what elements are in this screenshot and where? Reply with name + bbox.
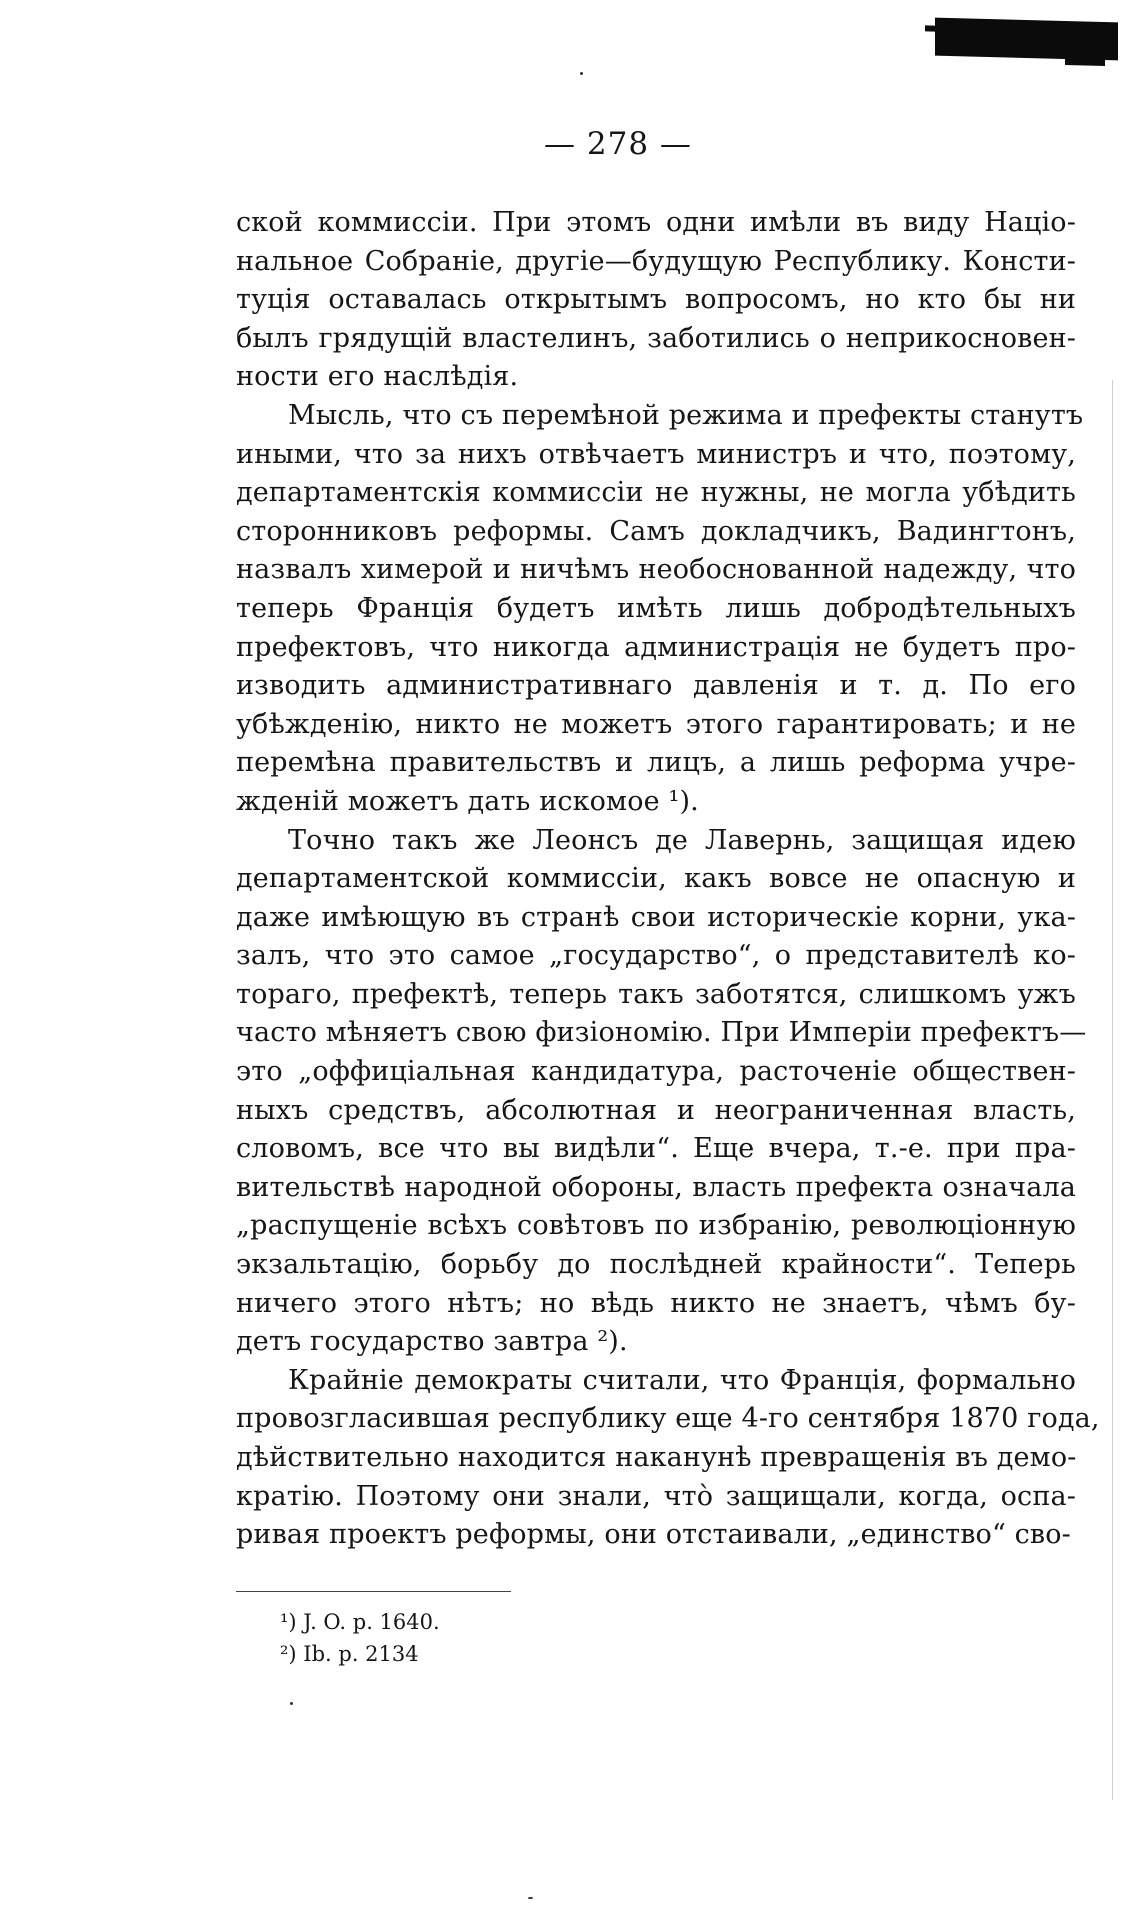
text-line: былъ грядущій властелинъ, заботились о неприкосновен-: [236, 322, 1076, 354]
text-line: перемѣна правительствъ и лицъ, а лишь реформа учре-: [236, 747, 1076, 779]
text-line: тораго, префектѣ, теперь такъ заботятся, слишкомъ ужъ: [236, 978, 1076, 1010]
paragraph: [236, 397, 1084, 822]
text-line: сторонниковъ реформы. Самъ докладчикъ, Вадингтонъ,: [236, 515, 1076, 547]
scan-artifact: [935, 18, 1118, 61]
text-line: теперь Франція будетъ имѣть лишь добродѣтельныхъ: [236, 592, 1076, 624]
text-line: это „оффиціальная кандидатура, расточеніе обществен-: [236, 1056, 1076, 1088]
text-line: убѣжденію, никто не можетъ этого гарантировать; и не: [236, 708, 1076, 740]
footnote-divider: [236, 1591, 511, 1592]
text-line: назвалъ химерой и ничѣмъ необоснованной надежду, что: [236, 554, 1076, 586]
text-line: кратію. Поэтому они знали, что̀ защищали, когда, оспа-: [236, 1480, 1076, 1512]
text-line: ривая проектъ реформы, они отстаивали, „единство“ сво-: [236, 1519, 1071, 1551]
text-line: экзальтацію, борьбу до послѣдней крайности“. Теперь: [236, 1249, 1076, 1281]
text-line: залъ, что это самое „государство“, о представителѣ ко-: [236, 940, 1076, 972]
text-line: Мысль, что съ перемѣной режима и префекты станутъ: [288, 399, 1084, 431]
text-line: ныхъ средствъ, абсолютная и неограниченная власть,: [236, 1094, 1076, 1126]
dust-speck: [528, 1897, 533, 1899]
text-line: департаментскія коммиссіи не нужны, не могла убѣдить: [236, 477, 1076, 509]
text-line: провозгласившая республику еще 4-го сентября 1870 года,: [236, 1403, 1100, 1435]
dust-speck: [580, 72, 583, 75]
text-line: ской коммиссіи. При этомъ одни имѣли въ виду Націо-: [236, 207, 1076, 238]
page-edge-line: [1112, 380, 1113, 1800]
text-line: детъ государство завтра ²).: [236, 1326, 628, 1358]
text-line: Точно такъ же Леонсъ де Лавернь, защищая идею: [288, 824, 1076, 856]
dust-speck: [290, 1702, 293, 1705]
text-line: даже имѣющую въ странѣ свои историческіе корни, ука-: [236, 901, 1076, 933]
body-text: [236, 204, 1100, 1555]
text-line: часто мѣняетъ свою физіономію. При Имперіи префектъ—: [236, 1017, 1087, 1049]
text-line: вительствѣ народной обороны, власть префекта означала: [236, 1171, 1076, 1203]
text-line: префектовъ, что никогда администрація не будетъ про-: [236, 631, 1076, 663]
page-number: — 278 —: [544, 126, 692, 162]
text-line: Крайніе демократы считали, что Франція, формально: [288, 1364, 1076, 1396]
text-line: жденій можетъ дать искомое ¹).: [236, 785, 699, 817]
paragraph: [236, 822, 1087, 1362]
footnote: ²) Ib. p. 2134: [280, 1642, 419, 1666]
paragraph: [236, 1362, 1100, 1555]
text-line: туція оставалась открытымъ вопросомъ, но кто бы ни: [236, 284, 1076, 316]
text-line: дѣйствительно находится наканунѣ превращенія въ демо-: [236, 1442, 1077, 1473]
footnotes: [280, 1606, 780, 1670]
paragraph: [236, 204, 1076, 397]
text-line: ничего этого нѣтъ; но вѣдь никто не знаетъ, чѣмъ бу-: [236, 1287, 1076, 1319]
footnote: ¹) J. O. p. 1640.: [280, 1610, 440, 1634]
text-line: словомъ, все что вы видѣли“. Еще вчера, т.-е. при пра-: [236, 1133, 1076, 1165]
text-line: ности его наслѣдія.: [236, 361, 519, 393]
text-line: нальное Собраніе, другіе—будущую Республику. Консти-: [236, 245, 1076, 277]
text-line: иными, что за нихъ отвѣчаетъ министръ и что, поэтому,: [236, 438, 1076, 470]
text-line: изводить административнаго давленія и т. д. По его: [236, 670, 1076, 702]
text-line: департаментской коммиссіи, какъ вовсе не опасную и: [236, 863, 1076, 895]
text-line: „распущеніе всѣхъ совѣтовъ по избранію, революціонную: [236, 1210, 1076, 1242]
